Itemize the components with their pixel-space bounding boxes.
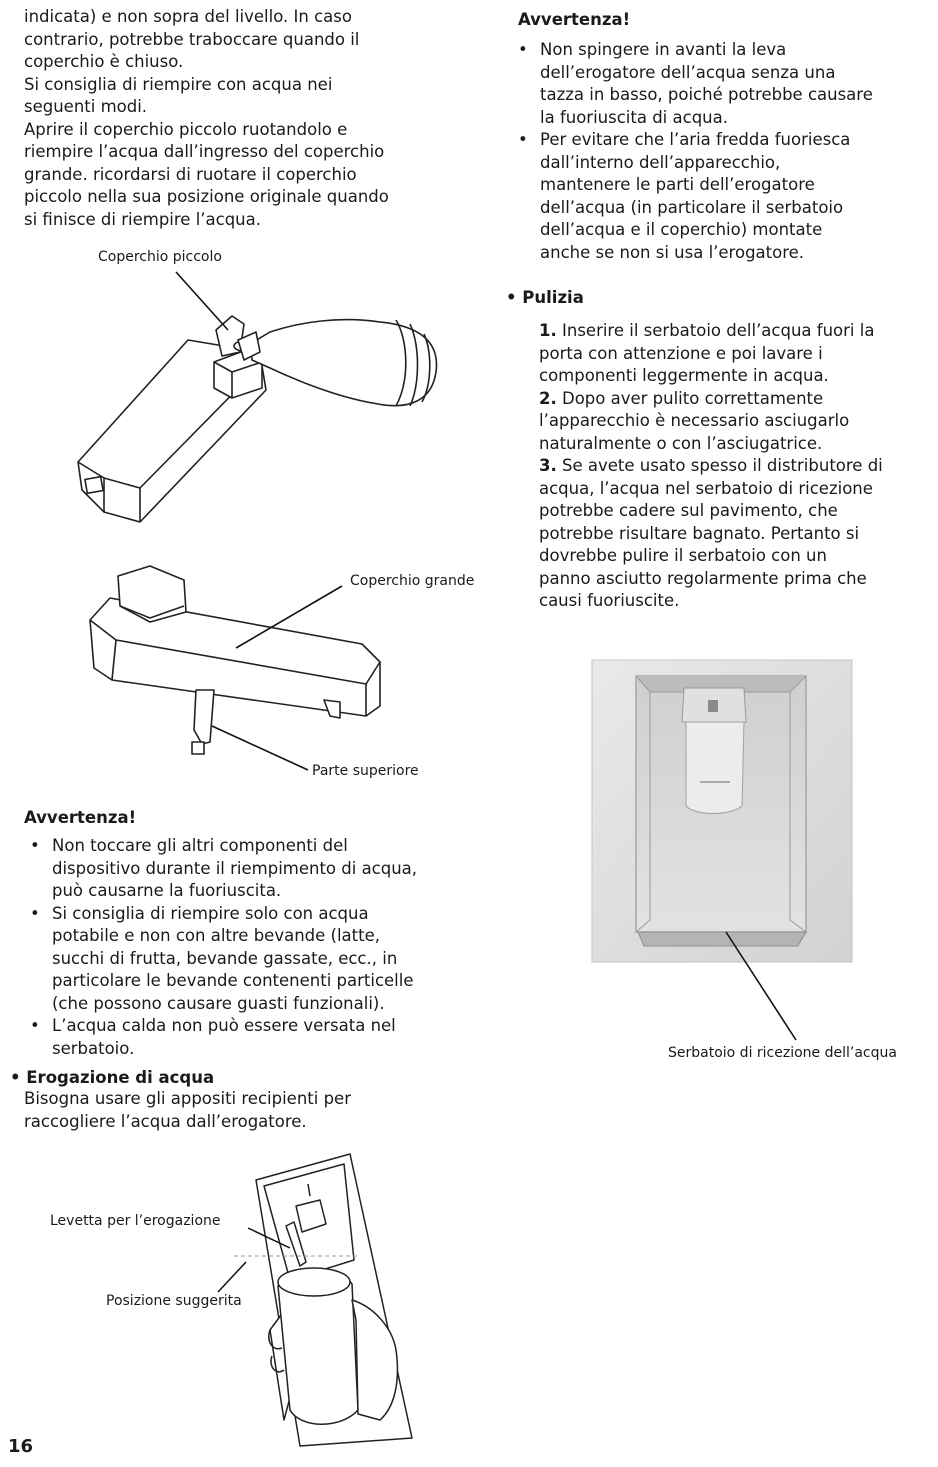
large-lid-label: Coperchio grande — [350, 573, 475, 589]
text-line: riempire l’acqua dall’ingresso del coperchio — [24, 142, 385, 161]
step-text: Dopo aver pulito correttamente — [556, 388, 824, 408]
text-line: • Non spingere in avanti la leva — [540, 40, 787, 59]
text-line: piccolo nella sua posizione originale quando — [24, 187, 389, 206]
text-line: componenti leggermente in acqua. — [539, 366, 829, 385]
lever-label: Levetta per l’erogazione — [50, 1213, 221, 1229]
step-number: 3. — [539, 456, 557, 475]
text-line: Bisogna usare gli appositi recipienti per — [24, 1089, 351, 1108]
text-line: Si consiglia di riempire con acqua nei — [24, 74, 333, 94]
text-line: naturalmente o con l’asciugatrice. — [539, 433, 823, 453]
text-line: serbatoio. — [52, 1038, 135, 1058]
text-line: grande. ricordarsi di ruotare il coperchio — [24, 164, 357, 184]
text-line: (che possono causare guasti funzionali). — [52, 993, 385, 1013]
text-line: panno asciutto regolarmente prima che — [539, 568, 867, 588]
text-line: dell’acqua e il coperchio) montate — [540, 220, 823, 239]
text-line: potrebbe cadere sul pavimento, che — [539, 501, 838, 520]
text-line: si finisce di riempire l’acqua. — [24, 209, 261, 229]
text-line: l’apparecchio è necessario asciugarlo — [539, 411, 850, 430]
warning-title-left: Avvertenza! — [24, 808, 137, 827]
text-line: può causarne la fuoriuscita. — [52, 881, 282, 900]
text-line: la fuoriuscita di acqua. — [540, 107, 728, 127]
text-line: porta con attenzione e poi lavare i — [539, 343, 823, 363]
text-line: dell’erogatore dell’acqua senza una — [540, 62, 836, 82]
text-line: mantenere le parti dell’erogatore — [540, 175, 815, 194]
text-line: dall’interno dell’apparecchio, — [540, 152, 781, 172]
step-text: Se avete usato spesso il distributore di — [556, 456, 883, 475]
text-line: particolare le bevande contenenti particelle — [52, 971, 414, 990]
text-line: • Si consiglia di riempire solo con acqua — [52, 903, 369, 923]
text-line: dell’acqua (in particolare il serbatoio — [540, 197, 844, 217]
text-line: acqua, l’acqua nel serbatoio di ricezione — [539, 478, 873, 498]
step-number: 1. — [539, 321, 557, 340]
text-line: • L’acqua calda non può essere versata nel — [52, 1016, 396, 1035]
warning-title-right: Avvertenza! — [518, 10, 631, 29]
text-line: coperchio è chiuso. — [24, 52, 184, 71]
page-number: 16 — [8, 1436, 34, 1457]
text-line: indicata) e non sopra del livello. In caso — [24, 7, 352, 26]
text-line: causi fuoriuscite. — [539, 591, 680, 610]
text-line: succhi di frutta, bevande gassate, ecc., in — [52, 948, 398, 968]
step-number: 2. — [539, 388, 557, 408]
cleaning-title: • Pulizia — [506, 288, 584, 307]
small-lid-label: Coperchio piccolo — [98, 249, 222, 265]
text-line: contrario, potrebbe traboccare quando il — [24, 29, 360, 49]
text-line: seguenti modi. — [24, 97, 148, 116]
top-part-label: Parte superiore — [312, 763, 419, 779]
receiving-tank-label: Serbatoio di ricezione dell’acqua — [668, 1045, 897, 1061]
step-text: Inserire il serbatoio dell’acqua fuori la — [556, 321, 875, 340]
text-line: dovrebbe pulire il serbatoio con un — [539, 546, 827, 565]
text-line: • Non toccare gli altri componenti del — [52, 836, 348, 855]
text-line: • Per evitare che l’aria fredda fuoriesca — [540, 130, 851, 149]
text-line: potabile e non con altre bevande (latte, — [52, 926, 380, 945]
text-line: raccogliere l’acqua dall’erogatore. — [24, 1111, 307, 1131]
text-line: anche se non si usa l’erogatore. — [540, 242, 805, 262]
text-line: potrebbe risultare bagnato. Pertanto si — [539, 523, 860, 543]
text-line: Aprire il coperchio piccolo ruotandolo e — [24, 119, 348, 139]
dispensing-title: • Erogazione di acqua — [10, 1068, 215, 1087]
text-line: tazza in basso, poiché potrebbe causare — [540, 85, 873, 104]
suggested-position-label: Posizione suggerita — [106, 1293, 242, 1309]
text-line: dispositivo durante il riempimento di acqua, — [52, 858, 418, 878]
